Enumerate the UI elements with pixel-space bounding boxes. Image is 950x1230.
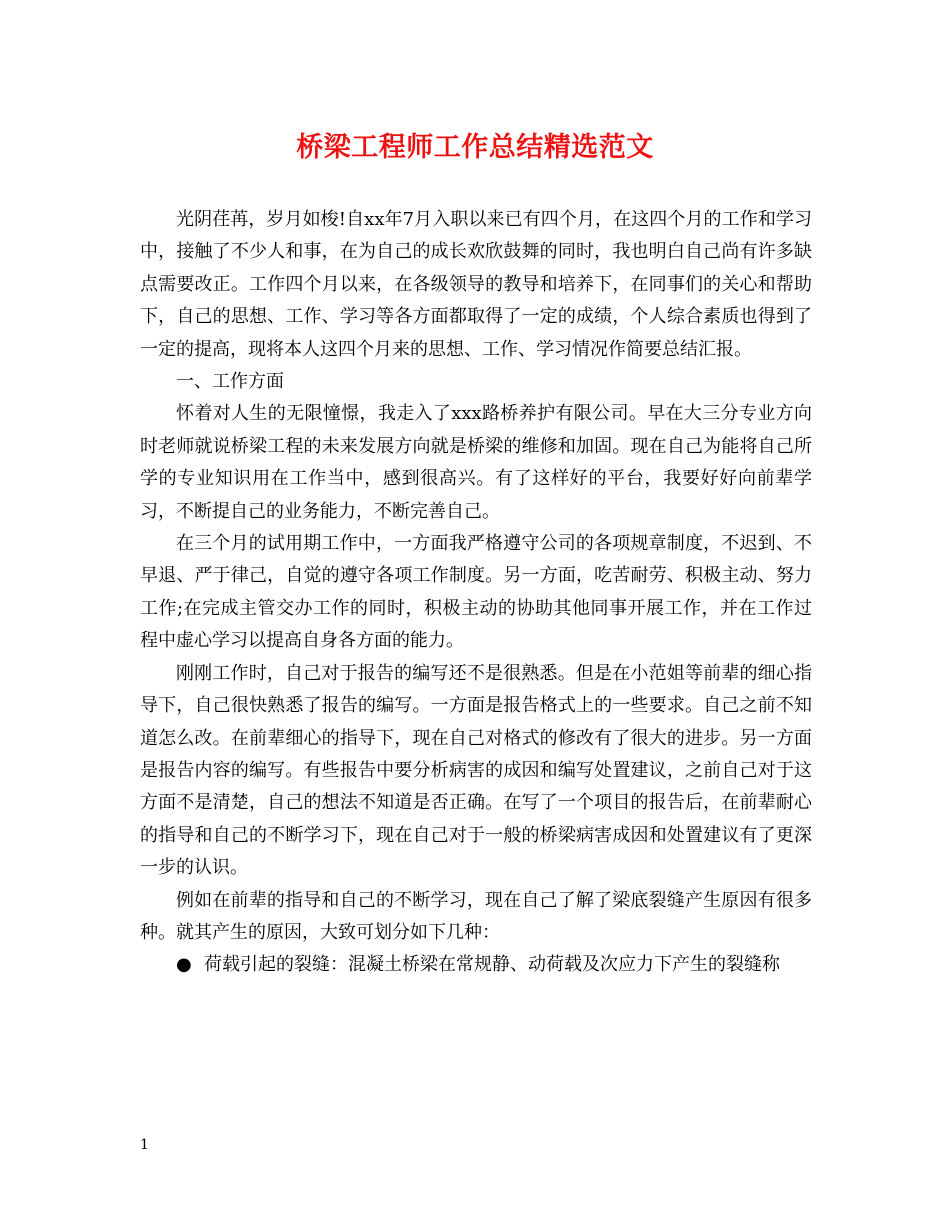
bullet-icon: ● (176, 954, 192, 976)
page-number: 1 (140, 1137, 149, 1153)
document-title: 桥梁工程师工作总结精选范文 (296, 132, 654, 163)
bullet-list-item (140, 949, 812, 981)
paragraph-probation: 在三个月的试用期工作中，一方面我严格遵守公司的各项规章制度，不迟到、不早退、严于律己，自觉的遵守各项工作制度。另一方面，吃苦耐劳、积极主动、努力工作;在完成主管交办工作的同时，积极主动的协助其他同事开展工作，并在工作过程中虚心学习以提高自身各方面的能力。 (140, 533, 812, 652)
paragraph-intro: 光阴荏苒，岁月如梭!自xx年7月入职以来已有四个月，在这四个月的工作和学习中，接触了不少人和事，在为自己的成长欢欣鼓舞的同时，我也明白自己尚有许多缺点需要改正。工作四个月以来，在各级领导的教导和培养下，在同事们的关心和帮助下，自己的思想、工作、学习等各方面都取得了一定的成绩，个人综合素质也得到了一定的提高，现将本人这四个月来的思想、工作、学习情况作简要总结汇报。 (140, 209, 812, 360)
paragraph-company: 怀着对人生的无限憧憬，我走入了xxx路桥养护有限公司。早在大三分专业方向时老师就说桥梁工程的未来发展方向就是桥梁的维修和加固。现在自己为能将自己所学的专业知识用在工作当中，感到很高兴。有了这样好的平台，我要好好向前辈学习，不断提自己的业务能力，不断完善自己。 (140, 403, 812, 522)
section-heading-work: 一、工作方面 (176, 371, 284, 393)
document-body (140, 204, 812, 982)
paragraph-report-writing: 刚刚工作时，自己对于报告的编写还不是很熟悉。但是在小范姐等前辈的细心指导下，自己很快熟悉了报告的编写。一方面是报告格式上的一些要求。自己之前不知道怎么改。在前辈细心的指导下，现在自己对格式的修改有了很大的进步。另一方面是报告内容的编写。有些报告中要分析病害的成因和编写处置建议，之前自己对于这方面不是清楚，自己的想法不知道是否正确。在写了一个项目的报告后，在前辈耐心的指导和自己的不断学习下，现在自己对于一般的桥梁病害成因和处置建议有了更深一步的认识。 (140, 662, 812, 879)
paragraph-crack-causes: 例如在前辈的指导和自己的不断学习，现在自己了解了梁底裂缝产生原因有很多种。就其产生的原因，大致可划分如下几种： (140, 889, 812, 943)
bullet-item-text: 荷载引起的裂缝：混凝土桥梁在常规静、动荷载及次应力下产生的裂缝称 (204, 954, 780, 976)
